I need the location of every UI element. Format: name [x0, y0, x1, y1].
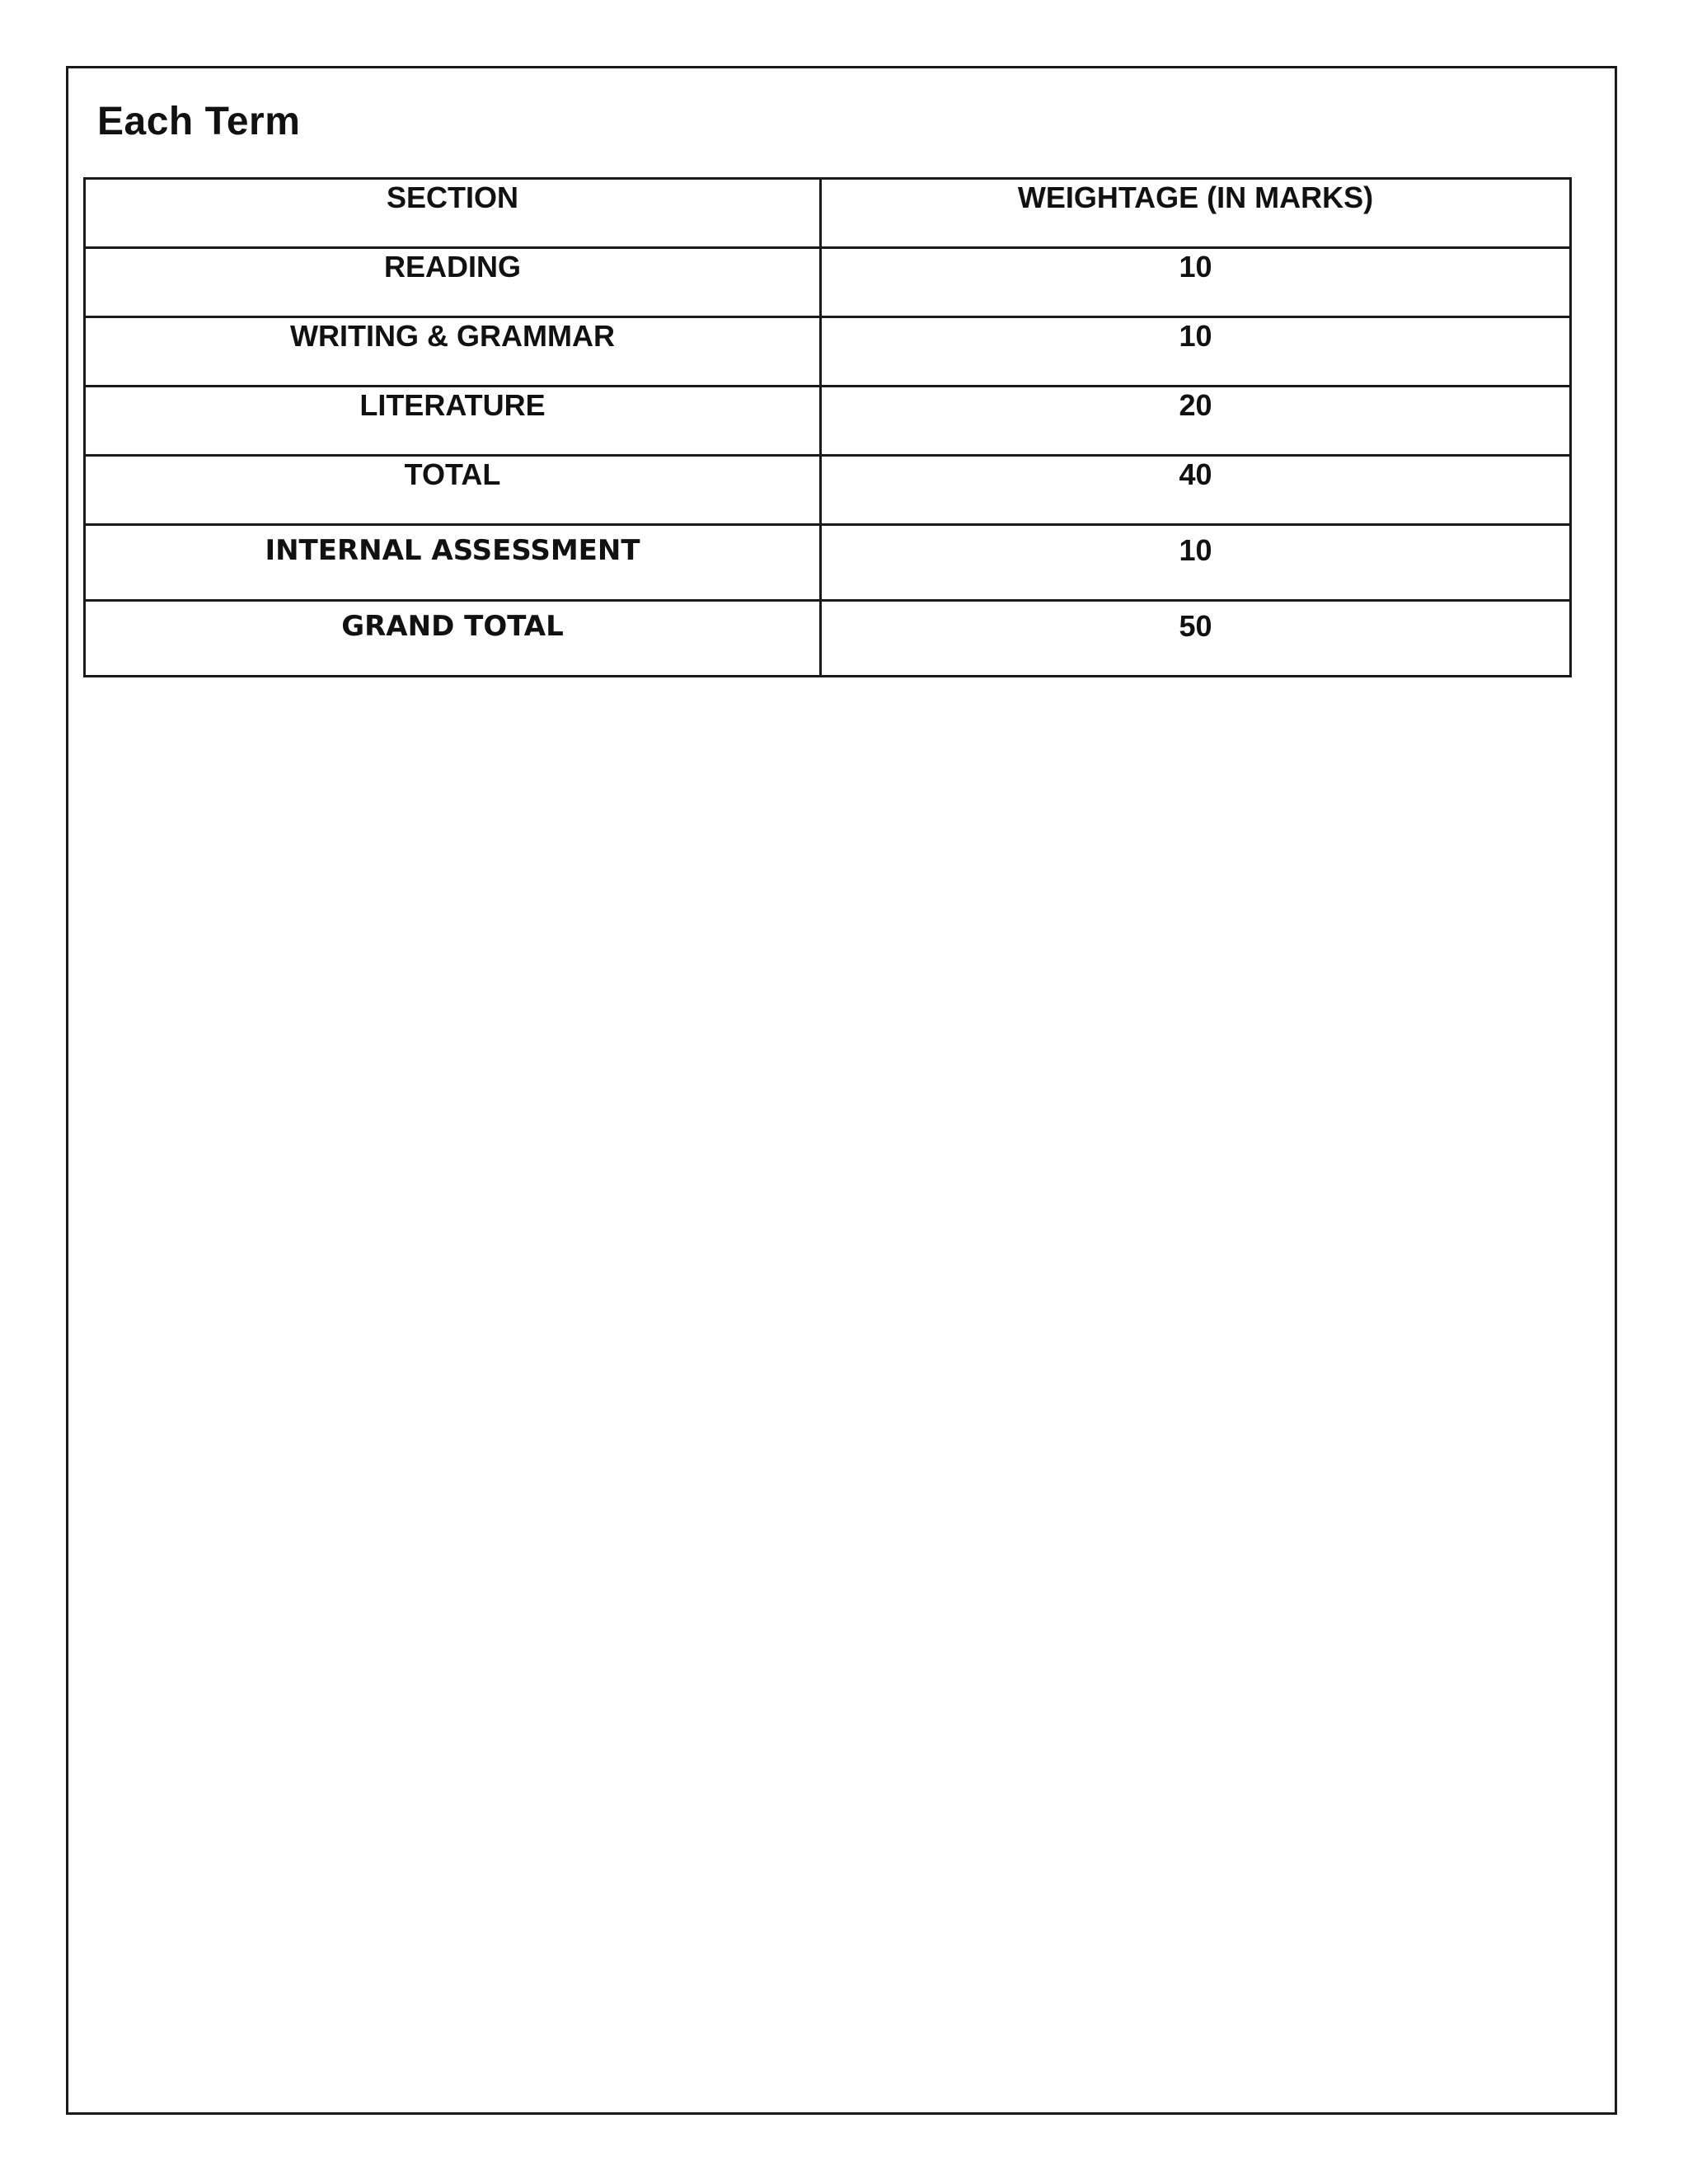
table-row: [85, 387, 1571, 456]
weightage-cell: 50: [821, 601, 1571, 677]
table-header-row: [85, 179, 1571, 248]
weightage-cell: 10: [821, 248, 1571, 317]
table-row: [85, 248, 1571, 317]
section-cell: WRITING & GRAMMAR: [85, 317, 821, 387]
weightage-table: [83, 177, 1572, 677]
page-title: Each Term: [97, 100, 301, 143]
weightage-cell: 10: [821, 525, 1571, 601]
table-row: [85, 317, 1571, 387]
section-cell: LITERATURE: [85, 387, 821, 456]
weightage-cell: 10: [821, 317, 1571, 387]
table-row: [85, 601, 1571, 677]
section-cell: GRAND TOTAL: [85, 601, 821, 677]
column-header-weightage: WEIGHTAGE (IN MARKS): [821, 179, 1571, 248]
weightage-cell: 20: [821, 387, 1571, 456]
weightage-cell: 40: [821, 456, 1571, 525]
section-cell: INTERNAL ASSESSMENT: [85, 525, 821, 601]
table-row: [85, 525, 1571, 601]
table-row: [85, 456, 1571, 525]
section-cell: READING: [85, 248, 821, 317]
column-header-section: SECTION: [85, 179, 821, 248]
section-cell: TOTAL: [85, 456, 821, 525]
